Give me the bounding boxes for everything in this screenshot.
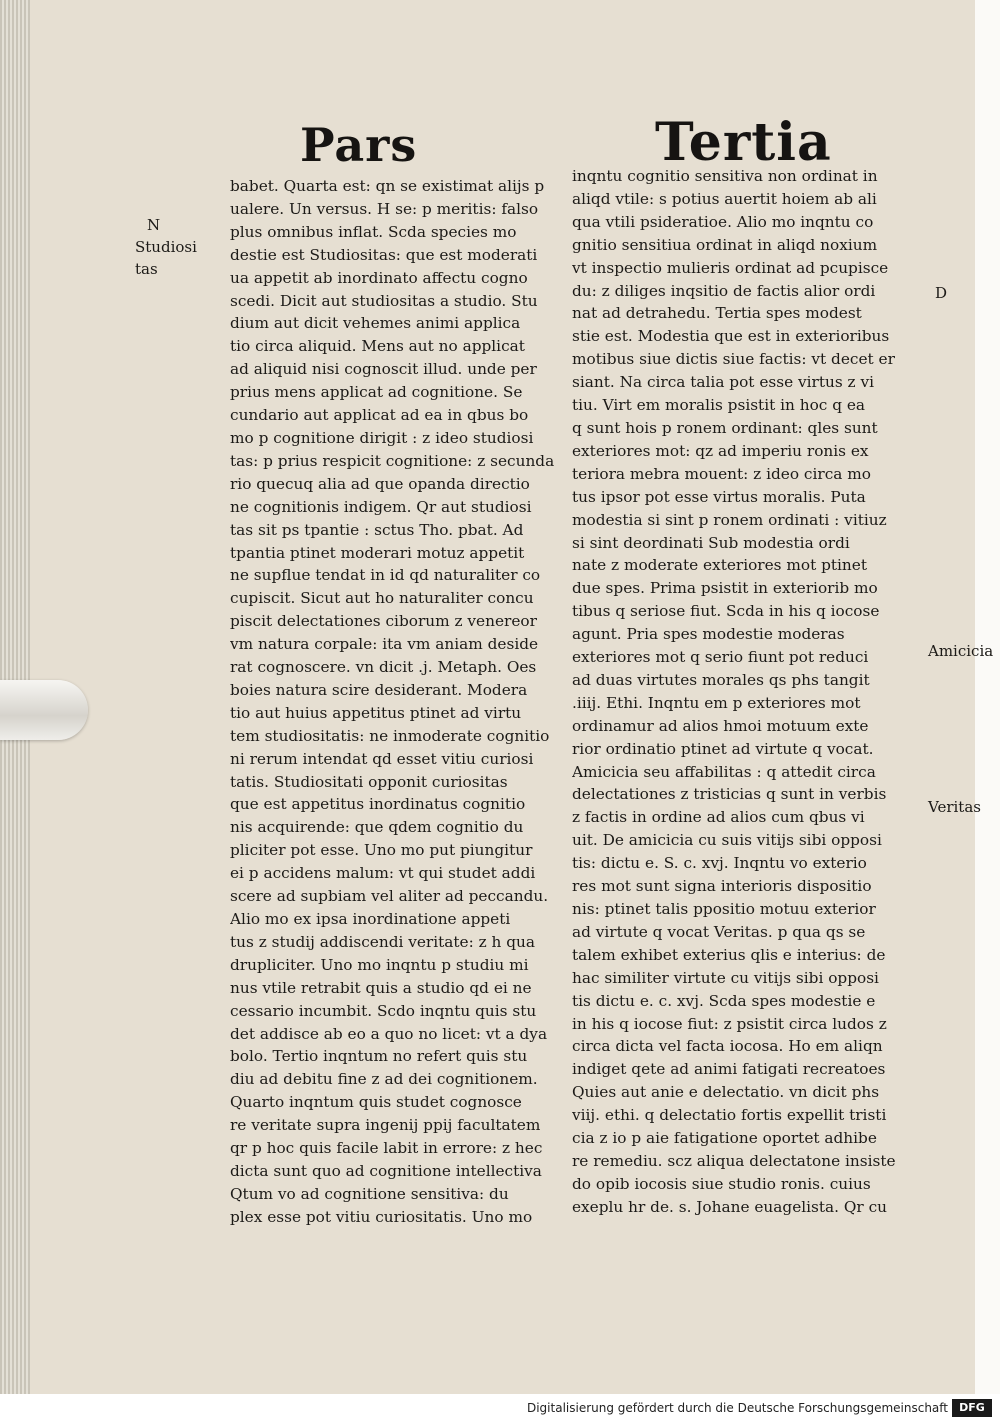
text-line: plus omnibus inflat. Scda species mo bbox=[230, 222, 517, 241]
text-line: drupliciter. Uno mo inqntu p studiu mi bbox=[230, 955, 529, 974]
text-line: Amicicia seu affabilitas : q attedit circa bbox=[572, 762, 876, 781]
text-line: modestia si sint p ronem ordinati : vitiuz bbox=[572, 510, 887, 529]
text-line: delectationes z tristicias q sunt in verbis bbox=[572, 785, 887, 804]
text-column-left bbox=[230, 175, 575, 1229]
funding-credit: Digitalisierung gefördert durch die Deutsche Forschungsgemeinschaft bbox=[526, 1401, 948, 1415]
text-line: exteriores mot: qz ad imperiu ronis ex bbox=[572, 441, 869, 460]
text-line: du: z diliges inqsitio de factis alior ordi bbox=[572, 281, 876, 300]
margin-note-right-2: Amicicia bbox=[928, 642, 994, 660]
page-margin-right bbox=[975, 0, 1000, 1394]
text-line: vm natura corpale: ita vm aniam deside bbox=[230, 635, 539, 654]
text-line: gnitio sensitiua ordinat in aliqd noxium bbox=[572, 235, 878, 254]
text-line: cupiscit. Sicut aut ho naturaliter concu bbox=[230, 589, 534, 608]
running-head-right: Tertia bbox=[655, 112, 832, 173]
text-line: rat cognoscere. vn dicit .j. Metaph. Oes bbox=[230, 658, 537, 677]
text-line: tio aut huius appetitus ptinet ad virtu bbox=[230, 703, 522, 722]
text-line: uit. De amicicia cu suis vitijs sibi opposi bbox=[572, 831, 882, 850]
text-line: prius mens applicat ad cognitione. Se bbox=[230, 383, 523, 402]
text-line: ad virtute q vocat Veritas. p qua qs se bbox=[572, 922, 866, 941]
text-line: circa dicta vel facta iocosa. Ho em aliqn bbox=[572, 1037, 883, 1056]
margin-note-left-line: Studiosi bbox=[135, 238, 197, 256]
text-line: tis: dictu e. S. c. xvj. Inqntu vo exterio bbox=[572, 854, 867, 873]
text-line: re remediu. scz aliqua delectatone insiste bbox=[572, 1151, 896, 1170]
text-line: scedi. Dicit aut studiositas a studio. Stu bbox=[230, 291, 538, 310]
text-line: motibus siue dictis siue factis: vt decet er bbox=[572, 350, 895, 369]
text-line: tas sit ps tpantie : sctus Tho. pbat. Ad bbox=[230, 520, 524, 539]
text-line: tatis. Studiositati opponit curiositas bbox=[230, 772, 508, 791]
text-line: nate z moderate exteriores mot ptinet bbox=[572, 556, 867, 575]
text-line: ni rerum intendat qd esset vitiu curiosi bbox=[230, 749, 534, 768]
text-line: nat ad detrahedu. Tertia spes modest bbox=[572, 304, 862, 323]
text-line: exteriores mot q serio fiunt pot reduci bbox=[572, 648, 869, 667]
dfg-logo: DFG bbox=[952, 1399, 992, 1417]
book-clip bbox=[0, 680, 88, 740]
text-line: mo p cognitione dirigit : z ideo studiosi bbox=[230, 428, 534, 447]
text-line: cundario aut applicat ad ea in qbus bo bbox=[230, 406, 529, 425]
margin-note-left-line: tas bbox=[135, 260, 158, 278]
text-line: tis dictu e. c. xvj. Scda spes modestie e bbox=[572, 991, 876, 1010]
text-line: viij. ethi. q delectatio fortis expellit tristi bbox=[572, 1106, 887, 1125]
text-line: Alio mo ex ipsa inordinatione appeti bbox=[230, 910, 511, 928]
margin-note-left-line: N bbox=[147, 216, 161, 234]
text-line: qr p hoc quis facile labit in errore: z hec bbox=[230, 1139, 543, 1158]
text-line: in his q iocose fiut: z psistit circa ludos z bbox=[572, 1014, 887, 1033]
text-line: stie est. Modestia que est in exterioribus bbox=[572, 327, 890, 346]
text-line: ad duas virtutes morales qs phs tangit bbox=[572, 670, 870, 689]
text-line: Quarto inqntum quis studet cognosce bbox=[230, 1093, 522, 1112]
text-line: nus vtile retrabit quis a studio qd ei ne bbox=[230, 978, 532, 997]
text-line: nis acquirende: que qdem cognitio du bbox=[230, 818, 524, 837]
text-line: vt inspectio mulieris ordinat ad pcupisce bbox=[572, 258, 889, 277]
text-line: agunt. Pria spes modestie moderas bbox=[572, 625, 845, 644]
margin-note-left bbox=[135, 214, 197, 280]
text-line: pliciter pot esse. Uno mo put piungitur bbox=[230, 841, 533, 860]
text-line: qua vtili psideratioe. Alio mo inqntu co bbox=[572, 212, 874, 231]
text-column-right bbox=[572, 165, 927, 1219]
text-line: nis: ptinet talis ppositio motuu exterior bbox=[572, 900, 876, 918]
margin-note-right-3: Veritas bbox=[928, 798, 981, 816]
text-line: tas: p prius respicit cognitione: z secunda bbox=[230, 451, 555, 470]
text-line: ne supflue tendat in id qd naturaliter co bbox=[230, 566, 541, 585]
text-line: res mot sunt signa interioris dispositio bbox=[572, 877, 872, 896]
text-line: rior ordinatio ptinet ad virtute q vocat. bbox=[572, 739, 874, 758]
text-line: inqntu cognitio sensitiva non ordinat in bbox=[572, 167, 878, 185]
text-line: z factis in ordine ad alios cum qbus vi bbox=[572, 808, 865, 827]
text-line: Quies aut anie e delectatio. vn dicit phs bbox=[572, 1083, 880, 1102]
text-line: due spes. Prima psistit in exteriorib mo bbox=[572, 579, 878, 598]
text-line: ei p accidens malum: vt qui studet addi bbox=[230, 864, 536, 883]
text-line: Qtum vo ad cognitione sensitiva: du bbox=[230, 1184, 509, 1203]
text-line: diu ad debitu fine z ad dei cognitionem. bbox=[230, 1070, 538, 1089]
text-line: cia z io p aie fatigatione oportet adhibe bbox=[572, 1129, 877, 1148]
text-line: bolo. Tertio inqntum no refert quis stu bbox=[230, 1047, 528, 1066]
text-line: ne cognitionis indigem. Qr aut studiosi bbox=[230, 497, 532, 516]
text-line: que est appetitus inordinatus cognitio bbox=[230, 795, 526, 814]
text-line: tiu. Virt em moralis psistit in hoc q ea bbox=[572, 396, 866, 415]
text-line: plex esse pot vitiu curiositatis. Uno mo bbox=[230, 1207, 533, 1226]
text-line: destie est Studiositas: que est moderati bbox=[230, 245, 538, 264]
text-line: dium aut dicit vehemes animi applica bbox=[230, 314, 521, 333]
text-line: ordinamur ad alios hmoi motuum exte bbox=[572, 716, 869, 735]
text-line: do opib iocosis siue studio ronis. cuius bbox=[572, 1174, 871, 1193]
text-line: tus ipsor pot esse virtus moralis. Puta bbox=[572, 487, 866, 506]
text-line: tpantia ptinet moderari motuz appetit bbox=[230, 543, 525, 562]
text-line: aliqd vtile: s potius auertit hoiem ab ali bbox=[572, 189, 877, 208]
text-line: talem exhibet exterius qlis e interius: de bbox=[572, 945, 886, 964]
text-line: ualere. Un versus. H se: p meritis: falso bbox=[230, 199, 539, 218]
text-line: rio quecuq alia ad que opanda directio bbox=[230, 474, 530, 493]
text-line: scere ad supbiam vel aliter ad peccandu. bbox=[230, 887, 549, 906]
text-line: piscit delectationes ciborum z venereor bbox=[230, 612, 537, 631]
margin-note-right-1: D bbox=[935, 284, 948, 302]
text-line: hac similiter virtute cu vitijs sibi opposi bbox=[572, 968, 879, 987]
text-line: indiget qete ad animi fatigati recreatoes bbox=[572, 1060, 886, 1079]
text-line: tibus q seriose fiut. Scda in his q iocose bbox=[572, 602, 880, 621]
text-line: det addisce ab eo a quo no licet: vt a dya bbox=[230, 1024, 548, 1043]
text-line: ua appetit ab inordinato affectu cogno bbox=[230, 268, 528, 287]
text-line: ad aliquid nisi cognoscit illud. unde per bbox=[230, 360, 537, 379]
text-line: tio circa aliquid. Mens aut no applicat bbox=[230, 337, 525, 356]
text-line: siant. Na circa talia pot esse virtus z vi bbox=[572, 373, 875, 392]
text-line: q sunt hois p ronem ordinant: qles sunt bbox=[572, 418, 878, 437]
running-head-left: Pars bbox=[300, 118, 418, 172]
text-line: .iiij. Ethi. Inqntu em p exteriores mot bbox=[572, 693, 861, 712]
text-line: re veritate supra ingenij ppij facultatem bbox=[230, 1116, 541, 1135]
text-line: cessario incumbit. Scdo inqntu quis stu bbox=[230, 1001, 537, 1020]
text-line: teriora mebra mouent: z ideo circa mo bbox=[572, 464, 871, 483]
text-line: tus z studij addiscendi veritate: z h qua bbox=[230, 932, 536, 951]
text-line: babet. Quarta est: qn se existimat alijs p bbox=[230, 177, 545, 195]
text-line: exeplu hr de. s. Johane euagelista. Qr cu bbox=[572, 1197, 888, 1216]
text-line: si sint deordinati Sub modestia ordi bbox=[572, 533, 850, 552]
text-line: tem studiositatis: ne inmoderate cognitio bbox=[230, 726, 550, 745]
text-line: boies natura scire desiderant. Modera bbox=[230, 680, 528, 699]
text-line: dicta sunt quo ad cognitione intellectiva bbox=[230, 1161, 542, 1180]
